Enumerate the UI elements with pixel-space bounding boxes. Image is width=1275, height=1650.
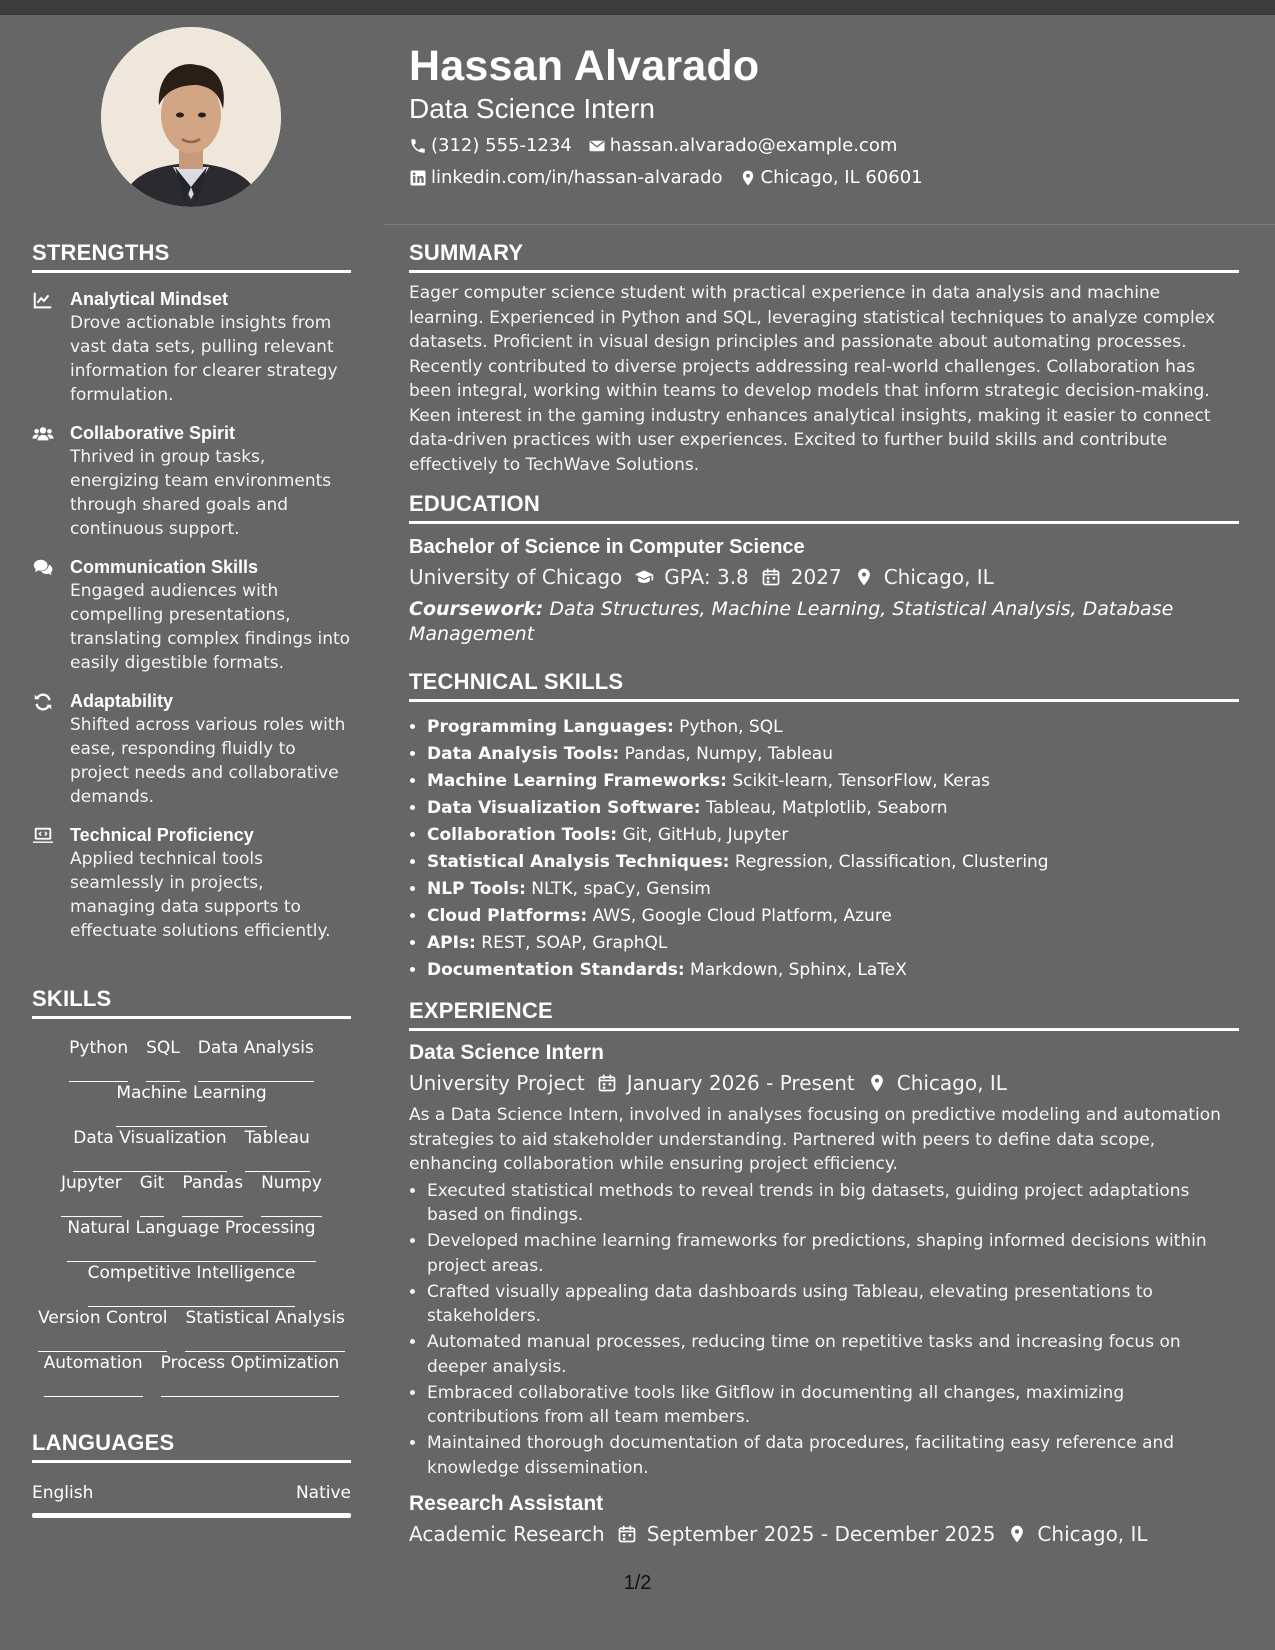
language-proficiency-bar — [32, 1513, 351, 1518]
skill-values: Markdown, Sphinx, LaTeX — [690, 960, 907, 980]
strength-description: Shifted across various roles with ease, responding fluidly to project needs and collaborative demands. — [70, 715, 346, 807]
job-location: Chicago, IL — [896, 1071, 1007, 1095]
list-item — [427, 930, 1239, 957]
strength-item — [32, 823, 351, 943]
list-item — [427, 849, 1239, 876]
technical-skills-heading: TECHNICAL SKILLS — [409, 669, 1239, 702]
resume-header — [409, 40, 1259, 190]
skill-tag: Competitive Intelligence — [88, 1262, 296, 1307]
phone-contact[interactable] — [409, 134, 572, 158]
skill-tag: Data Analysis — [198, 1037, 314, 1082]
skill-tag: Pandas — [182, 1172, 243, 1217]
sync-icon — [32, 691, 54, 713]
coursework-label: Coursework: — [409, 598, 544, 620]
skill-tag: Python — [69, 1037, 128, 1082]
coursework — [409, 597, 1239, 647]
strength-item — [32, 421, 351, 541]
list-item — [427, 714, 1239, 741]
strength-title: Analytical Mindset — [70, 289, 229, 309]
list-item — [427, 876, 1239, 903]
skill-values: NLTK, spaCy, Gensim — [531, 879, 711, 899]
skill-tag: Process Optimization — [161, 1352, 340, 1397]
envelope-icon — [588, 137, 606, 155]
strength-description: Engaged audiences with compelling presentations, translating complex findings into easily digestible formats. — [70, 581, 351, 673]
skill-category: Statistical Analysis Techniques: — [427, 852, 730, 872]
skill-tag: Git — [140, 1172, 165, 1217]
skill-category: APIs: — [427, 933, 476, 953]
page-number: 1/2 — [623, 1572, 652, 1594]
job-meta — [409, 1520, 1239, 1548]
education-location: Chicago, IL — [883, 565, 994, 589]
strength-item — [32, 287, 351, 407]
skill-category: Collaboration Tools: — [427, 825, 618, 845]
technical-skills-list — [409, 714, 1239, 984]
skill-values: Pandas, Numpy, Tableau — [624, 744, 833, 764]
strength-title: Collaborative Spirit — [70, 423, 236, 443]
skill-row — [32, 1037, 351, 1082]
list-item — [427, 903, 1239, 930]
calendar-icon — [597, 1073, 617, 1093]
strength-description: Drove actionable insights from vast data sets, pulling relevant information for clearer strategy formulation. — [70, 313, 338, 405]
contact-row-2 — [409, 166, 1259, 190]
skill-tag: Tableau — [245, 1127, 310, 1172]
laptop-code-icon — [32, 825, 54, 847]
calendar-icon — [617, 1524, 637, 1544]
summary-text: Eager computer science student with practical experience in data analysis and machine learning. Experienced in Python and SQL, leveraging statistical techniques to analyze complex datasets. Proficient in visual design principles and passionate about automating processes. Recently contributed to diverse projects addressing real-world challenges. Collaboration has been integral, working within teams to develop models that inform strategic decision-making. Keen interest in the gaming industry enhances analytical insights, making it easier to connect data-driven practices with user experiences. Excited to further build skills and contribute effectively to TechWave Solutions. — [409, 283, 1216, 475]
chart-line-icon — [32, 289, 54, 311]
top-bar — [0, 0, 1275, 15]
languages-heading: LANGUAGES — [32, 1430, 351, 1463]
job-org: University Project — [409, 1071, 585, 1095]
job-bullets — [409, 1179, 1239, 1481]
profile-photo — [101, 27, 281, 207]
job-location: Chicago, IL — [1037, 1522, 1148, 1546]
strength-description: Thrived in group tasks, energizing team environments through shared goals and continuous support. — [70, 447, 332, 539]
list-item: • Crafted visually appealing data dashboards using Tableau, elevating presentations to stakeholders. — [427, 1280, 1239, 1329]
skill-row — [32, 1262, 351, 1307]
linkedin-contact[interactable] — [409, 166, 723, 190]
job-meta — [409, 1069, 1239, 1097]
job-summary: As a Data Science Intern, involved in analyses focusing on predictive modeling and automation strategies to aid stakeholder understanding. Partnered with peers to define data scope, enhancing collaboration while ensuring project efficiency. — [409, 1105, 1221, 1174]
list-item: • Embraced collaborative tools like Gitflow in documenting all changes, maximizing contributions from all team members. — [427, 1381, 1239, 1430]
skill-category: Machine Learning Frameworks: — [427, 771, 727, 791]
job-org: Academic Research — [409, 1522, 605, 1546]
skills-section — [32, 986, 351, 1397]
comments-icon — [32, 557, 54, 579]
strengths-section — [32, 240, 351, 943]
education-meta — [409, 563, 1239, 591]
language-name: English — [32, 1483, 94, 1503]
email-text: hassan.alvarado@example.com — [609, 135, 898, 156]
list-item: • Executed statistical methods to reveal trends in big datasets, guiding project adaptations based on findings. — [427, 1179, 1239, 1228]
skill-row — [32, 1082, 351, 1127]
email-contact[interactable] — [588, 134, 898, 158]
candidate-role: Data Science Intern — [409, 93, 655, 124]
job-dates: January 2026 - Present — [626, 1071, 855, 1095]
map-pin-icon — [1007, 1524, 1027, 1544]
skill-values: AWS, Google Cloud Platform, Azure — [592, 906, 892, 926]
degree-title: Bachelor of Science in Computer Science — [409, 536, 805, 558]
skill-tag: SQL — [146, 1037, 180, 1082]
calendar-icon — [761, 567, 781, 587]
summary-heading: SUMMARY — [409, 240, 1239, 273]
location-text: Chicago, IL 60601 — [760, 167, 923, 188]
languages-section — [32, 1430, 351, 1518]
education-heading: EDUCATION — [409, 491, 1239, 524]
job-title: Research Assistant — [409, 1492, 604, 1515]
skill-tag: Natural Language Processing — [67, 1217, 315, 1262]
experience-heading: EXPERIENCE — [409, 998, 1239, 1031]
strength-item — [32, 689, 351, 809]
users-icon — [32, 423, 54, 445]
linkedin-icon — [409, 169, 427, 187]
strength-item — [32, 555, 351, 675]
phone-text: (312) 555-1234 — [431, 135, 572, 156]
skill-category: Data Visualization Software: — [427, 798, 701, 818]
header-divider — [383, 224, 1275, 225]
skill-row — [32, 1127, 351, 1172]
map-pin-icon — [867, 1073, 887, 1093]
map-pin-icon — [739, 169, 757, 187]
skill-tag: Automation — [44, 1352, 143, 1397]
phone-icon — [409, 137, 427, 155]
skill-tag: Numpy — [261, 1172, 322, 1217]
skill-tag: Jupyter — [61, 1172, 122, 1217]
graduation-year: 2027 — [790, 565, 842, 589]
contact-row-1 — [409, 134, 1259, 158]
skill-category: Cloud Platforms: — [427, 906, 588, 926]
list-item: • Automated manual processes, reducing time on repetitive tasks and increasing focus on deeper analysis. — [427, 1330, 1239, 1379]
skill-category: NLP Tools: — [427, 879, 526, 899]
list-item — [427, 957, 1239, 984]
skill-tag: Machine Learning — [116, 1082, 266, 1127]
list-item: • Developed machine learning frameworks for predictions, shaping informed decisions within project areas. — [427, 1229, 1239, 1278]
job-title: Data Science Intern — [409, 1041, 604, 1064]
skill-values: REST, SOAP, GraphQL — [481, 933, 668, 953]
skill-values: Scikit-learn, TensorFlow, Keras — [732, 771, 991, 791]
skill-values: Git, GitHub, Jupyter — [622, 825, 789, 845]
coursework-list: Data Structures, Machine Learning, Statistical Analysis, Database Management — [409, 598, 1174, 645]
skill-row — [32, 1172, 351, 1217]
skill-tag: Version Control — [38, 1307, 167, 1352]
map-pin-icon — [854, 567, 874, 587]
skill-category: Programming Languages: — [427, 717, 674, 737]
skill-category: Documentation Standards: — [427, 960, 685, 980]
strength-title: Communication Skills — [70, 557, 259, 577]
skill-row — [32, 1217, 351, 1262]
school-name: University of Chicago — [409, 565, 623, 589]
strength-title: Technical Proficiency — [70, 825, 254, 845]
main-column — [409, 240, 1239, 1548]
skill-tag: Statistical Analysis — [185, 1307, 344, 1352]
linkedin-text: linkedin.com/in/hassan-alvarado — [431, 167, 723, 188]
strengths-heading: STRENGTHS — [32, 240, 351, 273]
candidate-name: Hassan Alvarado — [409, 42, 760, 90]
gpa-text: GPA: 3.8 — [664, 565, 749, 589]
job-dates: September 2025 - December 2025 — [646, 1522, 996, 1546]
list-item: • Maintained thorough documentation of data procedures, facilitating easy reference and knowledge dissemination. — [427, 1431, 1239, 1480]
location-contact — [739, 166, 923, 190]
list-item — [427, 822, 1239, 849]
skill-tags — [32, 1037, 351, 1397]
strength-title: Adaptability — [70, 691, 174, 711]
skill-tag: Data Visualization — [73, 1127, 226, 1172]
strength-description: Applied technical tools seamlessly in projects, managing data supports to effectuate solutions efficiently. — [70, 849, 331, 941]
list-item — [427, 768, 1239, 795]
skill-category: Data Analysis Tools: — [427, 744, 620, 764]
skill-values: Python, SQL — [679, 717, 783, 737]
skill-values: Tableau, Matplotlib, Seaborn — [705, 798, 948, 818]
graduation-cap-icon — [634, 567, 654, 587]
skills-heading: SKILLS — [32, 986, 351, 1019]
language-row — [32, 1483, 351, 1503]
skill-row — [32, 1307, 351, 1352]
language-level: Native — [295, 1483, 351, 1503]
list-item — [427, 795, 1239, 822]
skill-values: Regression, Classification, Clustering — [734, 852, 1049, 872]
list-item — [427, 741, 1239, 768]
skill-row — [32, 1352, 351, 1397]
